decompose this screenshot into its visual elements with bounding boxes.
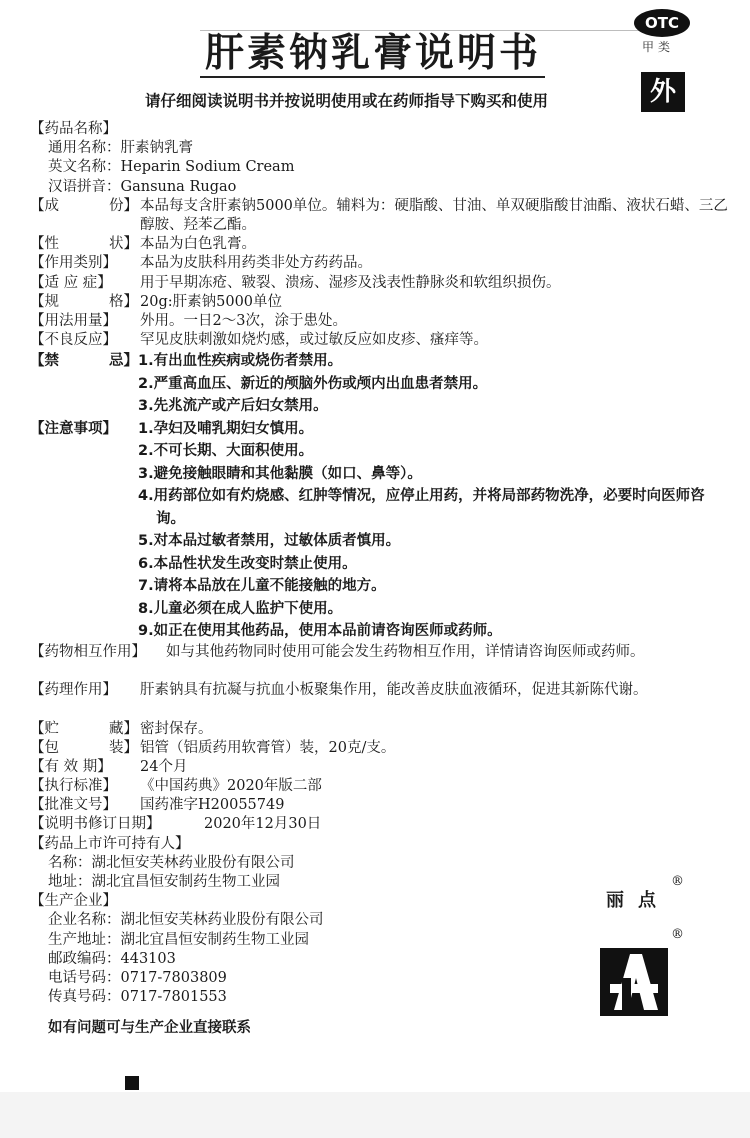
usage-notice: 请仔细阅读说明书并按说明使用或在药师指导下购买和使用	[145, 92, 549, 110]
dosage-row	[30, 312, 730, 331]
section-label: 【用法用量】	[30, 312, 117, 329]
interactions-row	[30, 643, 730, 681]
title-underline	[200, 76, 545, 78]
mah-name-row	[30, 854, 730, 873]
black-square-mark	[125, 1076, 139, 1090]
brand-name: 丽点	[606, 890, 670, 911]
contraindication-row	[30, 373, 730, 396]
section-label: 【药品名称】	[30, 121, 117, 137]
indications-value: 用于早期冻疮、皲裂、溃疡、湿疹及浅表性静脉炎和软组织损伤。	[140, 274, 561, 291]
phone-value: 0717-7803809	[120, 969, 227, 986]
pharmacology-value: 肝素钠具有抗凝与抗血小板聚集作用，能改善皮肤血液循环，促进其新陈代谢。	[140, 682, 648, 699]
fax-value: 0717-7801553	[120, 989, 227, 1006]
adverse-row	[30, 331, 730, 350]
section-label: 【不良反应】	[30, 332, 117, 349]
precaution-row	[30, 463, 730, 486]
storage-row	[30, 720, 730, 739]
manufacturer-name-label: 企业名称：	[48, 912, 121, 929]
package-row	[30, 739, 730, 758]
list-item: 3.避免接触眼睛和其他黏膜（如口、鼻等）。	[138, 465, 422, 482]
english-name-label: 英文名称：	[48, 159, 121, 176]
validity-row	[30, 758, 730, 777]
list-item: 2.严重高血压、新近的颅脑外伤或颅内出血患者禁用。	[138, 375, 488, 392]
generic-name-row	[30, 139, 730, 158]
fax-label: 传真号码：	[48, 989, 121, 1006]
indications-row	[30, 274, 730, 293]
english-name-row	[30, 158, 730, 177]
section-label: 【性 状】	[30, 236, 138, 253]
dosage-value: 外用。一日2～3次，涂于患处。	[140, 312, 347, 329]
section-label: 【执行标准】	[30, 778, 117, 795]
mah-name-label: 名称：	[48, 854, 92, 871]
mah-address-value: 湖北宜昌恒安制药生物工业园	[91, 874, 280, 891]
section-label: 【贮 藏】	[30, 720, 138, 737]
generic-name-value: 肝素钠乳膏	[120, 140, 193, 157]
page-title: 肝素钠乳膏说明书	[205, 31, 542, 76]
manufacturer-name-row	[30, 911, 730, 930]
mah-section	[30, 835, 730, 854]
section-label: 【作用类别】	[30, 255, 117, 272]
standard-value: 《中国药典》2020年版二部	[140, 778, 322, 795]
section-label: 【规 格】	[30, 293, 138, 310]
section-label: 【禁 忌】	[30, 353, 138, 370]
validity-value: 24个月	[140, 758, 188, 775]
english-name-value: Heparin Sodium Cream	[120, 159, 295, 176]
section-label: 【药物相互作用】	[30, 643, 146, 660]
precaution-row	[30, 575, 730, 598]
pinyin-row	[30, 178, 730, 197]
list-item: 6.本品性状发生改变时禁止使用。	[138, 555, 357, 572]
manufacturer-name-value: 湖北恒安芙林药业股份有限公司	[120, 912, 324, 929]
list-item: 4.用药部位如有灼烧感、红肿等情况，应停止用药，并将局部药物洗净，必要时向医师咨询。	[138, 488, 705, 527]
contraindication-row	[30, 395, 730, 418]
list-item: 9.如正在使用其他药品，使用本品前请咨询医师或药师。	[138, 623, 502, 640]
standard-row	[30, 777, 730, 796]
section-label: 【有 效 期】	[30, 758, 112, 775]
pinyin-label: 汉语拼音：	[48, 178, 121, 195]
list-item: 8.儿童必须在成人监护下使用。	[138, 600, 343, 617]
list-item: 1.有出血性疾病或烧伤者禁用。	[138, 353, 343, 370]
list-item: 2.不可长期、大面积使用。	[138, 443, 314, 460]
storage-value: 密封保存。	[140, 720, 213, 737]
section-label: 【批准文号】	[30, 797, 117, 814]
specification-row	[30, 293, 730, 312]
pharmacology-row	[30, 681, 730, 719]
manufacturer-address-label: 生产地址：	[48, 931, 121, 948]
adverse-value: 罕见皮肤刺激如烧灼感，或过敏反应如皮疹、瘙痒等。	[140, 332, 488, 349]
section-label: 【生产企业】	[30, 893, 117, 910]
generic-name-label: 通用名称：	[48, 140, 121, 157]
otc-badge: OTC	[634, 9, 690, 37]
mah-name-value: 湖北恒安芙林药业股份有限公司	[91, 854, 295, 871]
manufacturer-address-value: 湖北宜昌恒安制药生物工业园	[120, 931, 309, 948]
precaution-row	[30, 485, 730, 530]
section-label: 【成 份】	[30, 197, 138, 214]
manufacturer-address-row	[30, 931, 730, 950]
external-use-badge: 外	[641, 72, 685, 112]
contact-note: 如有问题可与生产企业直接联系	[48, 1020, 251, 1037]
precaution-row	[30, 620, 730, 643]
registered-mark: ®	[671, 874, 684, 889]
postal-code-value: 443103	[120, 950, 176, 967]
list-item: 3.先兆流产或产后妇女禁用。	[138, 398, 328, 415]
section-label: 【药理作用】	[30, 682, 117, 699]
revision-value: 2020年12月30日	[204, 816, 322, 833]
ingredients-value: 本品每支含肝素钠5000单位。辅料为：硬脂酸、甘油、单双硬脂酸甘油酯、液状石蜡、三乙醇胺、羟苯乙酯。	[140, 197, 728, 233]
pinyin-value: Gansuna Rugao	[120, 178, 237, 195]
precaution-row	[30, 418, 730, 441]
section-label: 【包 装】	[30, 739, 138, 756]
company-logo-icon	[600, 948, 668, 1016]
drug-name-section	[30, 120, 730, 139]
properties-value: 本品为白色乳膏。	[140, 236, 256, 253]
precaution-row	[30, 440, 730, 463]
list-item: 5.对本品过敏者禁用，过敏体质者慎用。	[138, 533, 401, 550]
category-row	[30, 254, 730, 273]
contraindication-row	[30, 350, 730, 373]
precaution-row	[30, 553, 730, 576]
otc-class-label: 甲类	[642, 40, 675, 54]
postal-code-label: 邮政编码：	[48, 950, 121, 967]
phone-label: 电话号码：	[48, 969, 121, 986]
category-value: 本品为皮肤科用药类非处方药药品。	[140, 255, 372, 272]
section-label: 【药品上市许可持有人】	[30, 835, 190, 852]
bottom-band	[0, 1092, 750, 1138]
mah-address-label: 地址：	[48, 874, 92, 891]
section-label: 【说明书修订日期】	[30, 816, 161, 833]
revision-row	[30, 815, 730, 834]
precaution-row	[30, 530, 730, 553]
package-value: 铝管（铝质药用软膏管）装，20克/支。	[140, 739, 396, 756]
approval-value: 国药准字H20055749	[140, 797, 285, 814]
properties-row	[30, 235, 730, 254]
precaution-row	[30, 598, 730, 621]
specification-value: 20g:肝素钠5000单位	[140, 293, 283, 310]
approval-row	[30, 796, 730, 815]
list-item: 7.请将本品放在儿童不能接触的地方。	[138, 578, 386, 595]
section-label: 【适 应 症】	[30, 274, 112, 291]
registered-mark: ®	[671, 927, 684, 942]
section-label: 【注意事项】	[30, 420, 117, 437]
ingredients-row	[30, 197, 730, 235]
interactions-value: 如与其他药物同时使用可能会发生药物相互作用，详情请咨询医师或药师。	[166, 643, 645, 660]
list-item: 1.孕妇及哺乳期妇女慎用。	[138, 420, 314, 437]
